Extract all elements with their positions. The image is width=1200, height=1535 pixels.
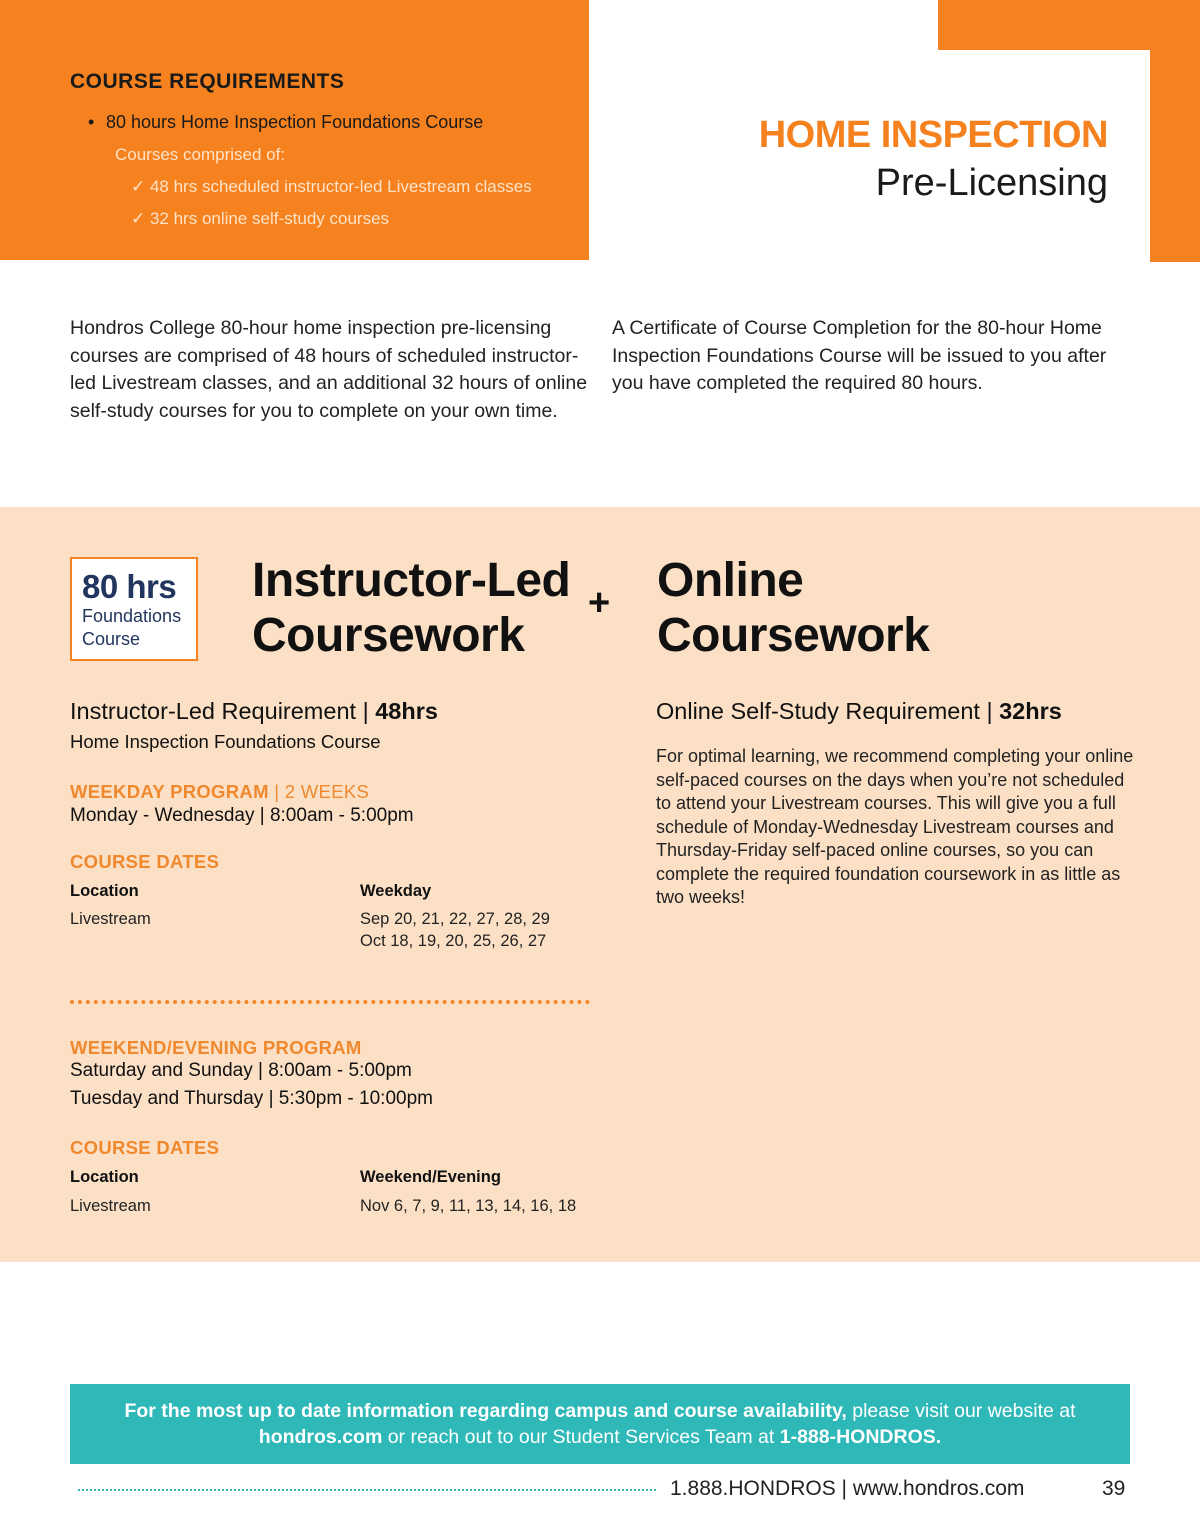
banner-text-bold: For the most up to date information regarding campus and course availability,: [124, 1400, 847, 1422]
footer-dotted-line: [78, 1489, 656, 1491]
requirements-title: COURSE REQUIREMENTS: [70, 70, 345, 93]
course-dates-heading: COURSE DATES: [70, 1137, 220, 1158]
online-requirement: [656, 698, 1062, 725]
requirement-hours: 48hrs: [375, 698, 438, 724]
page-title: HOME INSPECTION: [758, 114, 1108, 156]
location-value: Livestream: [70, 910, 151, 928]
hours-badge-number: 80 hrs: [82, 568, 177, 605]
online-heading: [657, 553, 929, 663]
location-label: Location: [70, 882, 139, 900]
requirements-item-text: 80 hours Home Inspection Foundations Course: [106, 112, 484, 132]
weekday-dates-value: Sep 20, 21, 22, 27, 28, 29: [360, 910, 550, 928]
requirement-hours: 32hrs: [999, 698, 1062, 724]
requirements-check-item: ✓ 48 hrs scheduled instructor-led Livestream classes: [131, 177, 532, 196]
banner-text: please visit our website at: [846, 1400, 1076, 1422]
location-value: Livestream: [70, 1197, 151, 1215]
intro-paragraph-right: A Certificate of Course Completion for the 80-hour Home Inspection Foundations Course will be issued to you after you have completed the required 80 hours.: [612, 317, 1107, 394]
banner-text: or reach out to our Student Services Team at: [382, 1426, 780, 1448]
instructor-led-heading-line: Instructor-Led: [252, 554, 571, 607]
online-heading-line: Coursework: [657, 609, 930, 662]
dotted-divider: [70, 1000, 590, 1004]
bullet-icon: •: [88, 112, 95, 132]
weekend-program-time: Tuesday and Thursday | 5:30pm - 10:00pm: [70, 1088, 433, 1109]
weekday-dates-value: Oct 18, 19, 20, 25, 26, 27: [360, 932, 547, 950]
location-label: Location: [70, 1168, 139, 1186]
instructor-led-course-name: Home Inspection Foundations Course: [70, 731, 381, 752]
instructor-led-heading-line: Coursework: [252, 609, 525, 662]
requirements-item: [88, 112, 483, 133]
footer-contact: 1.888.HONDROS | www.hondros.com: [670, 1477, 1025, 1500]
weekend-dates-label: Weekend/Evening: [360, 1168, 501, 1186]
weekday-program-duration: | 2 WEEKS: [268, 781, 370, 802]
requirements-check-item: ✓ 32 hrs online self-study courses: [131, 209, 390, 228]
hours-badge-line: Course: [82, 629, 141, 649]
requirement-label: Instructor-Led Requirement |: [70, 698, 376, 724]
instructor-led-heading: [252, 553, 570, 663]
info-banner: [70, 1384, 1130, 1464]
hours-badge: [70, 557, 198, 661]
website-link[interactable]: hondros.com: [258, 1426, 383, 1448]
weekend-program-time: Saturday and Sunday | 8:00am - 5:00pm: [70, 1060, 412, 1081]
weekend-dates-value: Nov 6, 7, 9, 11, 13, 14, 16, 18: [360, 1197, 577, 1215]
requirement-label: Online Self-Study Requirement |: [656, 698, 1000, 724]
orange-frame-right: [1150, 0, 1200, 262]
online-heading-line: Online: [657, 554, 804, 607]
page-number: 39: [1102, 1477, 1126, 1500]
online-paragraph: For optimal learning, we recommend completing your online self-paced courses on the days when you’re not scheduled to attend your Livestream courses. This will give you a full schedule of Monday-Wednesday Livestream courses and Thursday-Friday self-paced online courses, so you can complete the required foundation coursework in as little as two weeks!: [656, 746, 1134, 907]
course-dates-heading: COURSE DATES: [70, 851, 220, 872]
weekday-program-title: WEEKDAY PROGRAM: [70, 781, 269, 802]
plus-icon: +: [588, 582, 611, 624]
requirements-sub-label: Courses comprised of:: [115, 145, 286, 164]
page-subtitle: Pre-Licensing: [875, 162, 1108, 204]
weekday-program-heading: [70, 781, 369, 803]
hours-badge-line: Foundations: [82, 606, 182, 626]
weekday-program-time: Monday - Wednesday | 8:00am - 5:00pm: [70, 805, 414, 826]
phone-number: 1-888-HONDROS.: [779, 1426, 942, 1448]
intro-paragraph-left: Hondros College 80-hour home inspection pre-licensing courses are comprised of 48 hours of scheduled instructor-led Livestream classes, and an additional 32 hours of online self-study courses for you to complete on your own time.: [70, 317, 588, 422]
weekday-dates-label: Weekday: [360, 882, 432, 900]
instructor-led-requirement: [70, 698, 438, 725]
weekend-program-heading: WEEKEND/EVENING PROGRAM: [70, 1037, 362, 1058]
